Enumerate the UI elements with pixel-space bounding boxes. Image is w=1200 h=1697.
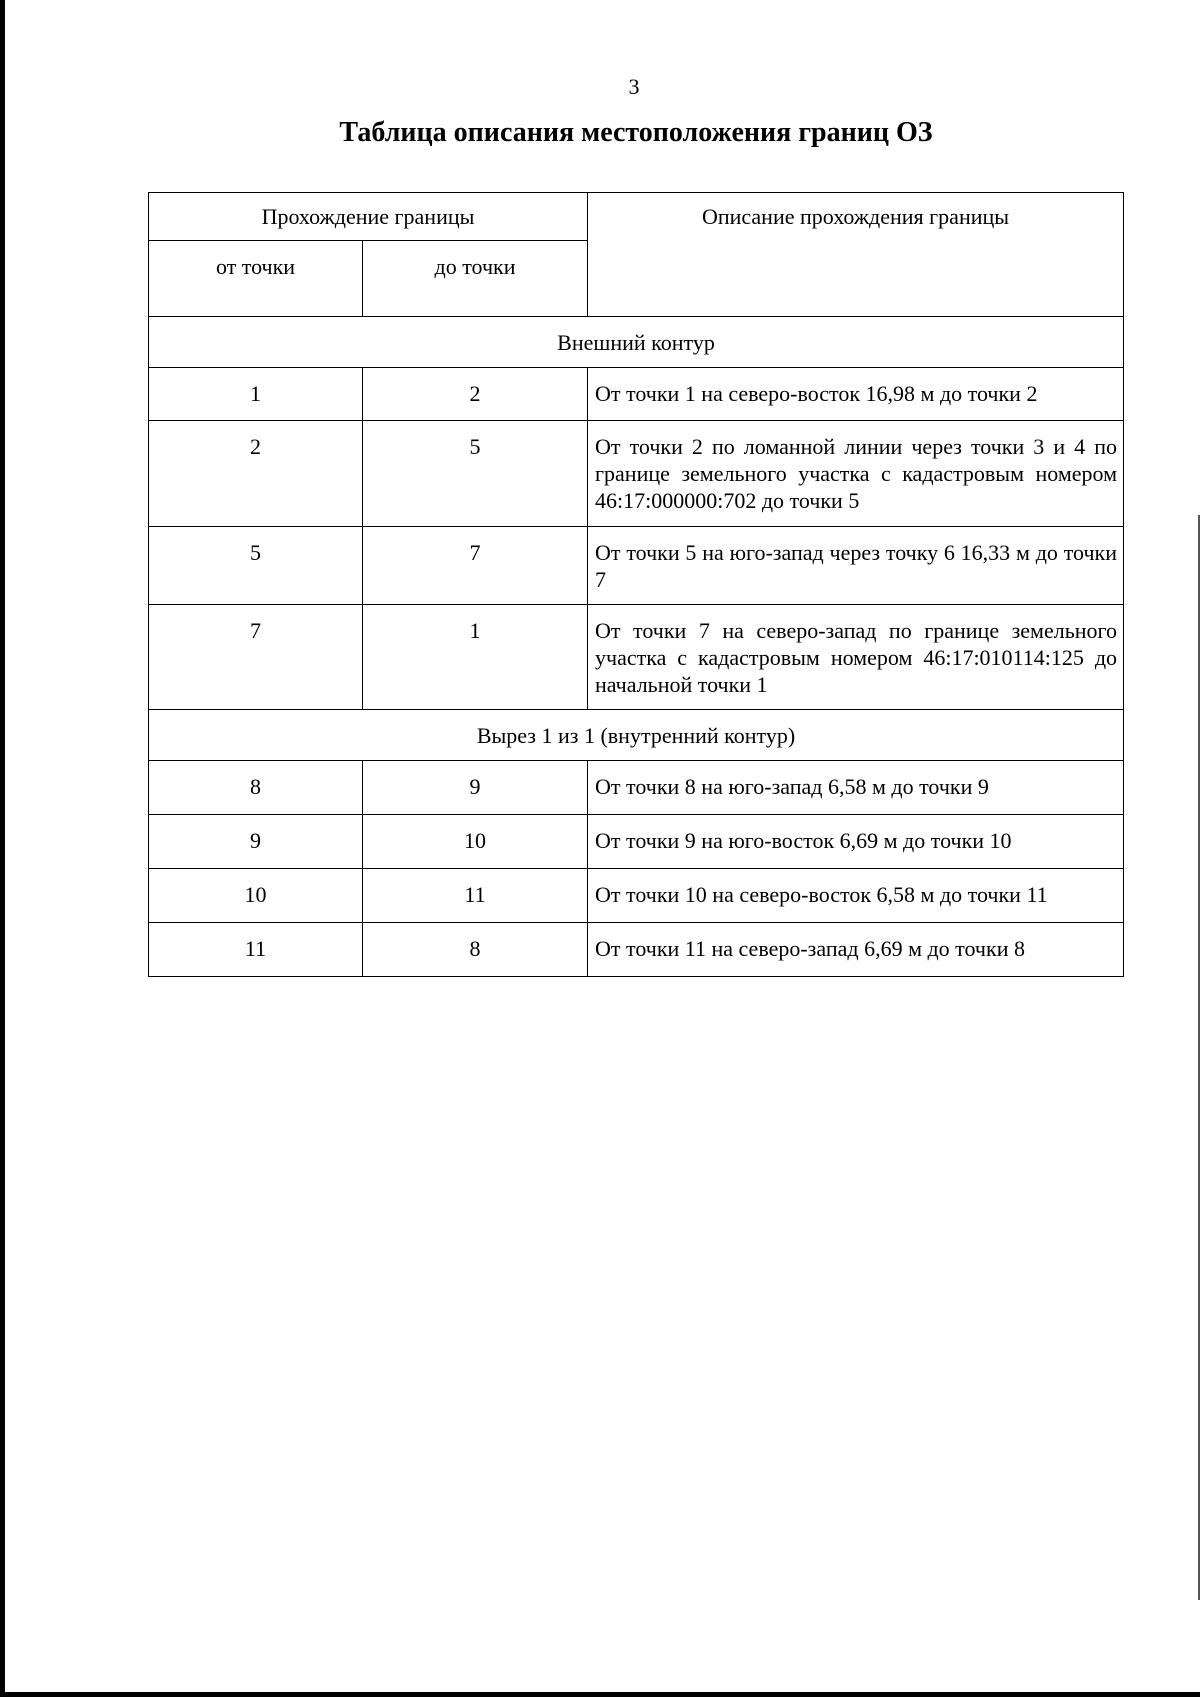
header-description: Описание прохождения границы <box>588 193 1124 317</box>
description-cell: От точки 7 на северо-запад по границе земельного участка с кадастровым номером 46:17:010114:125 до начальной точки 1 <box>588 605 1124 710</box>
description-cell: От точки 2 по ломанной линии через точки 3 и 4 по границе земельного участка с кадастровым номером 46:17:000000:702 до точки 5 <box>588 421 1124 527</box>
header-to-point: до точки <box>363 241 588 317</box>
table-row <box>149 527 1124 605</box>
from-point-cell: 8 <box>149 761 363 815</box>
table-body <box>149 193 1124 977</box>
table-row <box>149 368 1124 421</box>
table-row <box>149 815 1124 869</box>
from-point-cell: 9 <box>149 815 363 869</box>
from-point-cell: 7 <box>149 605 363 710</box>
table-row <box>149 605 1124 710</box>
section-row <box>149 710 1124 761</box>
description-cell: От точки 9 на юго-восток 6,69 м до точки 10 <box>588 815 1124 869</box>
to-point-cell: 9 <box>363 761 588 815</box>
table-row <box>149 869 1124 923</box>
section-title: Вырез 1 из 1 (внутренний контур) <box>149 710 1124 761</box>
from-point-cell: 1 <box>149 368 363 421</box>
from-point-cell: 11 <box>149 923 363 977</box>
section-title: Внешний контур <box>149 317 1124 368</box>
from-point-cell: 5 <box>149 527 363 605</box>
description-cell: От точки 10 на северо-восток 6,58 м до точки 11 <box>588 869 1124 923</box>
header-row-group <box>149 193 1124 241</box>
header-from-point: от точки <box>149 241 363 317</box>
to-point-cell: 5 <box>363 421 588 527</box>
header-boundary-passage: Прохождение границы <box>149 193 588 241</box>
scan-edge-left <box>0 0 5 1697</box>
description-cell: От точки 8 на юго-запад 6,58 м до точки 9 <box>588 761 1124 815</box>
document-title: Таблица описания местоположения границ ОЗ <box>339 117 933 148</box>
section-row <box>149 317 1124 368</box>
boundary-description-table <box>148 192 1124 977</box>
table-row <box>149 761 1124 815</box>
to-point-cell: 11 <box>363 869 588 923</box>
to-point-cell: 7 <box>363 527 588 605</box>
table-row <box>149 421 1124 527</box>
description-cell: От точки 1 на северо-восток 16,98 м до точки 2 <box>588 368 1124 421</box>
from-point-cell: 10 <box>149 869 363 923</box>
to-point-cell: 8 <box>363 923 588 977</box>
page-number: 3 <box>628 74 640 99</box>
description-cell: От точки 5 на юго-запад через точку 6 16,33 м до точки 7 <box>588 527 1124 605</box>
description-cell: От точки 11 на северо-запад 6,69 м до точки 8 <box>588 923 1124 977</box>
to-point-cell: 2 <box>363 368 588 421</box>
table-row <box>149 923 1124 977</box>
to-point-cell: 1 <box>363 605 588 710</box>
scan-edge-bottom <box>0 1692 1200 1697</box>
from-point-cell: 2 <box>149 421 363 527</box>
to-point-cell: 10 <box>363 815 588 869</box>
